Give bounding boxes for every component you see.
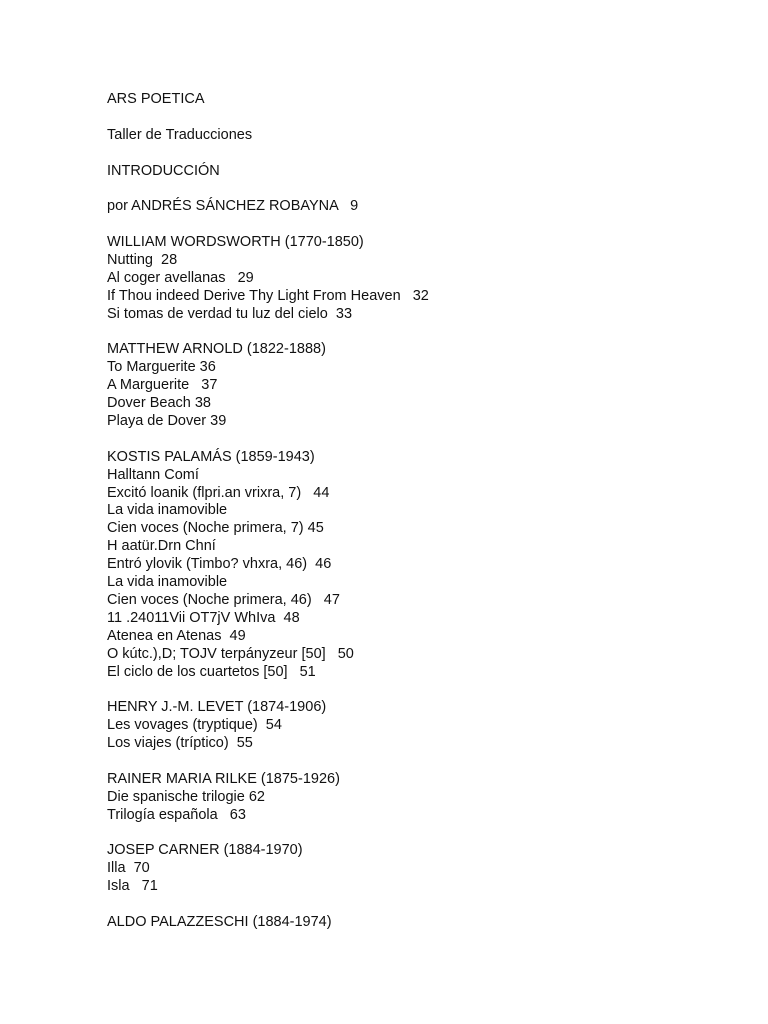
spacer xyxy=(107,753,727,771)
spacer xyxy=(107,216,727,234)
toc-entry: Si tomas de verdad tu luz del cielo 33 xyxy=(107,305,353,322)
section-author: HENRY J.-M. LEVET (1874-1906) xyxy=(107,699,327,716)
toc-entry: Atenea en Atenas 49 xyxy=(107,627,246,644)
spacer xyxy=(107,324,727,342)
toc-entry: Al coger avellanas 29 xyxy=(107,269,254,286)
toc-entry: Trilogía española 63 xyxy=(107,806,246,823)
toc-entry: Cien voces (Noche primera, 7) 45 xyxy=(107,520,324,537)
section-author: ALDO PALAZZESCHI (1884-1974) xyxy=(107,913,332,930)
spacer xyxy=(107,896,727,914)
spacer xyxy=(107,145,727,163)
toc-sections xyxy=(107,234,727,932)
toc-entry: To Marguerite 36 xyxy=(107,359,216,376)
spacer xyxy=(107,180,727,198)
toc-entry: Halltann Comí xyxy=(107,466,199,483)
toc-entry: Nutting 28 xyxy=(107,252,178,269)
toc-entry: O kútc.),D; TOJV terpányzeur [50] 50 xyxy=(107,645,354,662)
toc-entry: Cien voces (Noche primera, 46) 47 xyxy=(107,591,340,608)
toc-section xyxy=(107,914,727,932)
toc-section xyxy=(107,341,727,448)
section-author: RAINER MARIA RILKE (1875-1926) xyxy=(107,770,340,787)
toc-entry: Illa 70 xyxy=(107,860,150,877)
spacer xyxy=(107,825,727,843)
document-subheading: Taller de Traducciones xyxy=(107,126,253,143)
toc-entry: Los viajes (tríptico) 55 xyxy=(107,735,253,752)
toc-entry: Playa de Dover 39 xyxy=(107,413,227,430)
spacer xyxy=(107,681,727,699)
toc-section xyxy=(107,842,727,914)
toc-entry: A Marguerite 37 xyxy=(107,377,218,394)
toc-entry: Die spanische trilogie 62 xyxy=(107,788,265,805)
toc-entry: Isla 71 xyxy=(107,878,158,895)
toc-entry: Dover Beach 38 xyxy=(107,395,211,412)
toc-entry: Les vovages (tryptique) 54 xyxy=(107,717,282,734)
toc-section xyxy=(107,449,727,699)
toc-section xyxy=(107,771,727,843)
document-heading: ARS POETICA xyxy=(107,91,205,107)
toc-entry: El ciclo de los cuartetos [50] 51 xyxy=(107,663,316,680)
toc-entry: If Thou indeed Derive Thy Light From Heaven 32 xyxy=(107,287,429,304)
intro-author: por ANDRÉS SÁNCHEZ ROBAYNA 9 xyxy=(107,198,359,215)
toc-section xyxy=(107,234,727,341)
toc-section xyxy=(107,699,727,771)
spacer xyxy=(107,431,727,449)
toc-entry: La vida inamovible xyxy=(107,502,228,519)
intro-title: INTRODUCCIÓN xyxy=(107,162,220,179)
toc-entry: H aatür.Drn Chní xyxy=(107,538,216,555)
spacer xyxy=(107,109,727,127)
section-author: JOSEP CARNER (1884-1970) xyxy=(107,842,303,859)
section-author: KOSTIS PALAMÁS (1859-1943) xyxy=(107,448,315,465)
section-author: MATTHEW ARNOLD (1822-1888) xyxy=(107,341,326,358)
toc-entry: 11 .24011Vii OT7jV WhIva 48 xyxy=(107,609,300,626)
section-author: WILLIAM WORDSWORTH (1770-1850) xyxy=(107,234,364,251)
document-page xyxy=(107,91,727,932)
toc-entry: Excitó loanik (flpri.an vrixra, 7) 44 xyxy=(107,484,330,501)
toc-entry: Entró ylovik (Timbo? vhxra, 46) 46 xyxy=(107,556,332,573)
toc-entry: La vida inamovible xyxy=(107,574,228,591)
